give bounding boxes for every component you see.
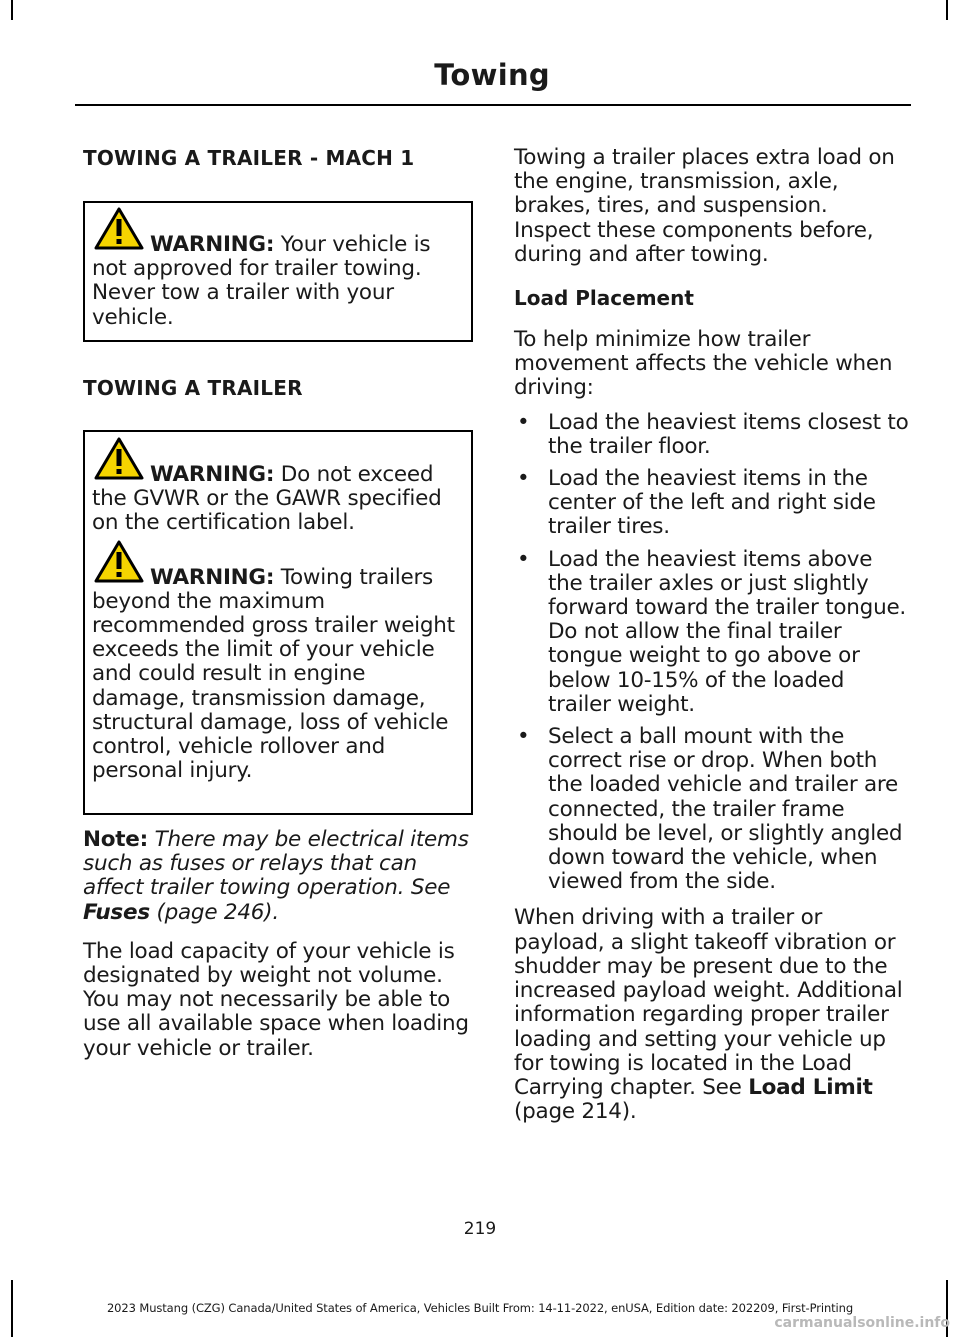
note-page-ref: (page 246).	[156, 899, 279, 925]
closing-page-ref: (page 214).	[514, 1099, 637, 1125]
bullet-marker: •	[517, 724, 530, 750]
load-limit-link[interactable]: Load Limit	[748, 1074, 873, 1100]
note-text: There may be electrical items such as fuses or relays that can affect trailer towing operation. See	[83, 827, 469, 901]
crop-mark-top-left	[11, 0, 13, 20]
right-column	[514, 146, 909, 1124]
warning-1	[92, 207, 464, 330]
page-number: 219	[463, 1219, 497, 1239]
warning-text: Do not exceed the GVWR or the GAWR specified on the certification label.	[92, 462, 442, 536]
note-paragraph	[83, 828, 476, 925]
list-item: • Select a ball mount with the correct rise or drop. When both the loaded vehicle and trailer are connected, the trailer frame should be level, or slightly angled down toward the vehicle, when viewed from the side.	[517, 724, 903, 895]
footer-text: 2023 Mustang (CZG) Canada/United States of America, Vehicles Built From: 14-11-2022, enUSA, Edition date: 202209, First-Printing	[106, 1301, 854, 1315]
warning-3	[92, 540, 464, 784]
load-capacity-paragraph: The load capacity of your vehicle is designated by weight not volume. You may not necessarily be able to use all available space when loading your vehicle or trailer.	[83, 938, 469, 1061]
list-item: • Load the heaviest items in the center of the left and right side trailer tires.	[517, 466, 876, 540]
warning-text: Your vehicle is not approved for trailer towing. Never tow a trailer with your vehicle.	[92, 232, 431, 330]
bullet-marker: •	[517, 546, 530, 572]
intro-paragraph: Towing a trailer places extra load on the engine, transmission, axle, brakes, tires, and suspension. Inspect these components before, during and after towing.	[514, 145, 895, 267]
warning-text: Towing trailers beyond the maximum recommended gross trailer weight exceeds the limit of your vehicle and could result in engine damage, transmission damage, structural damage, loss of vehicle control, vehicle rollover and personal injury.	[92, 564, 455, 784]
warning-2	[92, 437, 464, 536]
warning-box-1	[83, 201, 473, 342]
header-rule	[75, 104, 911, 106]
warning-label: WARNING:	[150, 232, 275, 257]
left-column	[83, 146, 476, 1061]
load-placement-heading: Load Placement	[514, 286, 694, 311]
lead-paragraph: To help minimize how trailer movement affects the vehicle when driving:	[514, 327, 893, 401]
load-placement-list	[514, 411, 909, 895]
warning-box-2	[83, 430, 473, 815]
warning-label: WARNING:	[150, 564, 275, 590]
section-title-towing: TOWING A TRAILER	[83, 376, 303, 400]
note-label: Note:	[83, 827, 148, 852]
bullet-marker: •	[517, 409, 530, 435]
bullet-marker: •	[517, 466, 530, 492]
list-item: • Load the heaviest items closest to the trailer floor.	[517, 409, 909, 459]
closing-paragraph	[514, 906, 909, 1124]
warning-label: WARNING:	[150, 462, 275, 487]
warning-triangle-icon	[94, 207, 144, 251]
fuses-link[interactable]: Fuses	[83, 899, 150, 925]
watermark: carmanualsonline.info	[774, 1315, 950, 1331]
closing-text: When driving with a trailer or payload, a slight takeoff vibration or shudder may be present due to the increased payload weight. Additional information regarding proper trailer loading and setting your vehicle up for towing is located in the Load Carrying chapter. See	[514, 905, 903, 1100]
warning-triangle-icon	[94, 540, 144, 584]
warning-triangle-icon	[94, 437, 144, 481]
page-header-title: Towing	[434, 58, 550, 92]
list-item: • Load the heaviest items above the trailer axles or just slightly forward toward the trailer tongue. Do not allow the final trailer tongue weight to go above or below 10-15% of the loaded trailer weight.	[517, 546, 907, 717]
crop-mark-top-right	[946, 0, 948, 20]
section-title-mach1: TOWING A TRAILER - MACH 1	[83, 146, 415, 170]
